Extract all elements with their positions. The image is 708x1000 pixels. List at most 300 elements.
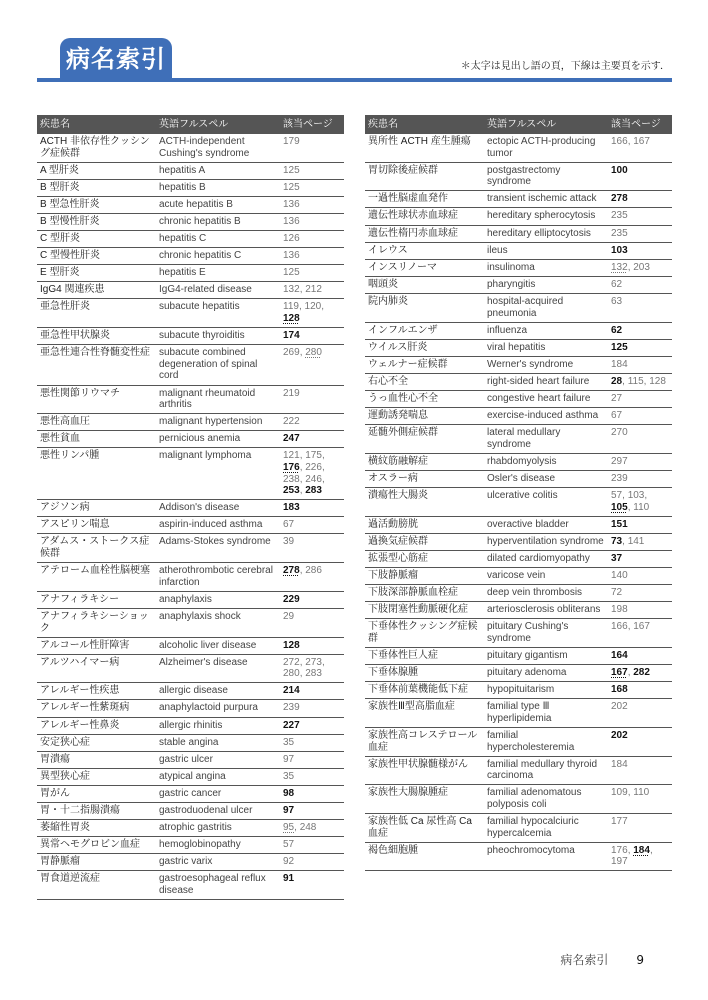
page-references: [280, 328, 344, 345]
english-name: rhabdomyolysis: [484, 453, 608, 470]
english-name: Alzheimer's disease: [156, 654, 280, 683]
english-name: Osler's disease: [484, 470, 608, 487]
table-row: [365, 373, 672, 390]
page-separator: ,: [627, 667, 634, 679]
page-number-ref: 202: [611, 729, 628, 741]
page-references: [280, 751, 344, 768]
page-number-ref: 125: [283, 164, 300, 176]
page-references: [280, 637, 344, 654]
table-row: [365, 322, 672, 339]
english-name: gastric cancer: [156, 785, 280, 802]
page-separator: ,: [299, 450, 306, 462]
page-references: [608, 814, 672, 843]
page-number-ref: 269: [283, 347, 300, 359]
page-number-ref: 239: [283, 702, 300, 714]
disease-name: 悪性リンパ腫: [37, 448, 156, 500]
english-name: familial adenomatous polyposis coli: [484, 785, 608, 814]
disease-name: ウイルス肝炎: [365, 339, 484, 356]
page-separator: ,: [299, 347, 306, 359]
disease-name: 胃切除後症候群: [365, 162, 484, 191]
table-row: [365, 533, 672, 550]
page-number-ref: 174: [283, 330, 300, 342]
disease-name: ウェルナー症候群: [365, 356, 484, 373]
disease-name: 家族性高コレステロール血症: [365, 727, 484, 756]
page-separator: ,: [627, 621, 634, 633]
page-references: [280, 785, 344, 802]
table-body: [37, 134, 344, 900]
page-references: [608, 470, 672, 487]
page-references: [608, 785, 672, 814]
page-number-ref: 125: [283, 181, 300, 193]
page-references: [608, 699, 672, 728]
page-number-ref: 179: [283, 136, 300, 147]
page-references: [280, 134, 344, 162]
disease-name: ACTH 非依存性クッシング症候群: [37, 134, 156, 162]
english-name: allergic disease: [156, 683, 280, 700]
table-row: [37, 837, 344, 854]
page-references: [608, 550, 672, 567]
table-row: [365, 756, 672, 785]
english-name: hospital-acquired pneumonia: [484, 293, 608, 322]
page-separator: ,: [622, 490, 628, 502]
page-references: [280, 591, 344, 608]
page-number-ref: 62: [611, 324, 623, 336]
table-row: [37, 591, 344, 608]
english-name: dilated cardiomyopathy: [484, 550, 608, 567]
english-name: pituitary Cushing's syndrome: [484, 619, 608, 648]
table-row: [365, 339, 672, 356]
footer-section: 病名索引: [560, 953, 609, 967]
table-row: [37, 299, 344, 328]
disease-name: 胃がん: [37, 785, 156, 802]
english-name: hemoglobinopathy: [156, 837, 280, 854]
page-separator: ,: [294, 822, 300, 834]
disease-name: 家族性大腸腺腫症: [365, 785, 484, 814]
page-number-ref: 283: [305, 485, 322, 497]
page-references: [280, 768, 344, 785]
english-name: pituitary gigantism: [484, 648, 608, 665]
english-name: hyperventilation syndrome: [484, 533, 608, 550]
page-references: [280, 871, 344, 900]
page-references: [280, 534, 344, 563]
page-references: [608, 293, 672, 322]
english-name: gastric varix: [156, 854, 280, 871]
disease-name: アダムス・ストークス症候群: [37, 534, 156, 563]
page-references: [280, 734, 344, 751]
disease-name: C 型肝炎: [37, 231, 156, 248]
disease-name: E 型肝炎: [37, 265, 156, 282]
english-name: Adams-Stokes syndrome: [156, 534, 280, 563]
page-references: [280, 345, 344, 385]
page-number-ref: 132: [283, 284, 300, 296]
disease-name: 家族性甲状腺髄様がん: [365, 756, 484, 785]
disease-name: 過換気症候群: [365, 533, 484, 550]
page-number-ref: 125: [283, 267, 300, 279]
english-name: insulinoma: [484, 259, 608, 276]
disease-name: 潰瘍性大腸炎: [365, 488, 484, 517]
page-number-ref: 164: [611, 650, 628, 661]
table-row: [37, 563, 344, 592]
english-name: hereditary elliptocytosis: [484, 225, 608, 242]
disease-name: C 型慢性肝炎: [37, 248, 156, 265]
index-table-right: [365, 115, 672, 871]
table-body: [365, 134, 672, 871]
disease-name: 悪性高血圧: [37, 414, 156, 431]
page-number-ref: 177: [611, 816, 628, 828]
page-references: [608, 408, 672, 425]
page-number-ref: 286: [305, 565, 322, 577]
page-references: [280, 837, 344, 854]
table-row: [37, 534, 344, 563]
page-number-ref: 226: [305, 461, 322, 473]
page-number-ref: 176: [611, 844, 628, 856]
column-header-disease: 疾患名: [365, 115, 484, 134]
table-row: [37, 683, 344, 700]
page-number-ref: 273: [305, 656, 322, 668]
page-number-ref: 246: [305, 473, 322, 485]
page-number-ref: 168: [611, 684, 628, 696]
page-references: [608, 276, 672, 293]
page-references: [608, 756, 672, 785]
table-row: [365, 648, 672, 665]
page-number-ref: 229: [283, 593, 300, 605]
table-row: [365, 242, 672, 259]
english-name: anaphylactoid purpura: [156, 700, 280, 717]
english-name: atherothrombotic cerebral infarction: [156, 563, 280, 592]
english-name: acute hepatitis B: [156, 196, 280, 213]
title-rule: [37, 78, 672, 82]
page-number-ref: 35: [283, 736, 295, 748]
page-number-ref: 238: [283, 473, 300, 485]
page-references: [608, 665, 672, 682]
english-name: gastric ulcer: [156, 751, 280, 768]
english-name: deep vein thrombosis: [484, 585, 608, 602]
table-row: [37, 134, 344, 162]
page-references: [608, 585, 672, 602]
english-name: varicose vein: [484, 568, 608, 585]
table-row: [37, 196, 344, 213]
page-references: [608, 208, 672, 225]
disease-name: 下肢閉塞性動脈硬化症: [365, 602, 484, 619]
english-name: viral hepatitis: [484, 339, 608, 356]
table-row: [365, 134, 672, 162]
table-row: [365, 727, 672, 756]
english-name: chronic hepatitis B: [156, 213, 280, 230]
english-name: arteriosclerosis obliterans: [484, 602, 608, 619]
table-row: [365, 602, 672, 619]
english-name: subacute hepatitis: [156, 299, 280, 328]
disease-name: 下肢深部静脈血栓症: [365, 585, 484, 602]
table-row: [37, 803, 344, 820]
english-name: ACTH-independent Cushing's syndrome: [156, 134, 280, 162]
page-references: [280, 248, 344, 265]
page-number-ref: 29: [283, 610, 295, 622]
disease-name: B 型肝炎: [37, 179, 156, 196]
disease-name: 家族性低 Ca 尿性高 Ca 血症: [365, 814, 484, 843]
page-number-ref: 239: [611, 472, 628, 484]
page-separator: ,: [321, 461, 325, 473]
page-references: [608, 453, 672, 470]
page-number-ref: 63: [611, 295, 623, 307]
english-name: anaphylaxis: [156, 591, 280, 608]
page-number-ref: 95: [283, 822, 295, 834]
page-references: [608, 242, 672, 259]
disease-name: B 型急性肝炎: [37, 196, 156, 213]
table-row: [37, 608, 344, 637]
column-header-english: 英語フルスペル: [484, 115, 608, 134]
column-header-english: 英語フルスペル: [156, 115, 280, 134]
page-number-ref: 39: [283, 536, 295, 548]
table-row: [37, 414, 344, 431]
page-number-ref: 35: [283, 770, 295, 782]
page-references: [608, 339, 672, 356]
page-number-ref: 140: [611, 570, 628, 582]
english-name: stable angina: [156, 734, 280, 751]
page-title: 病名索引: [60, 38, 172, 80]
page-references: [280, 654, 344, 683]
page-number-ref: 272: [283, 656, 300, 668]
page-number-ref: 184: [611, 758, 628, 770]
page-number-ref: 297: [611, 455, 628, 467]
page-references: [280, 179, 344, 196]
page-number-ref: 151: [611, 518, 628, 530]
table-row: [37, 179, 344, 196]
disease-name: B 型慢性肝炎: [37, 213, 156, 230]
disease-name: IgG4 関連疾患: [37, 282, 156, 299]
table-row: [365, 293, 672, 322]
table-row: [37, 734, 344, 751]
table-row: [37, 385, 344, 414]
page-references: [608, 682, 672, 699]
page-separator: ,: [622, 535, 628, 547]
page-separator: ,: [627, 136, 634, 147]
disease-name: インスリノーマ: [365, 259, 484, 276]
english-name: ectopic ACTH-producing tumor: [484, 134, 608, 162]
page-number-ref: 235: [611, 227, 628, 239]
disease-name: 亜急性連合性脊髄変性症: [37, 345, 156, 385]
disease-name: うっ血性心不全: [365, 391, 484, 408]
table-row: [365, 470, 672, 487]
table-row: [37, 213, 344, 230]
page-number-ref: 110: [633, 787, 650, 799]
table-row: [365, 550, 672, 567]
page-number: 9: [636, 953, 644, 967]
table-row: [37, 162, 344, 179]
page-number-ref: 278: [611, 193, 628, 205]
english-name: malignant rheumatoid arthritis: [156, 385, 280, 414]
disease-name: 亜急性甲状腺炎: [37, 328, 156, 345]
disease-name: 亜急性肝炎: [37, 299, 156, 328]
page-references: [608, 373, 672, 390]
page-number-ref: 219: [283, 387, 300, 399]
english-name: hepatitis B: [156, 179, 280, 196]
disease-name: 悪性関節リウマチ: [37, 385, 156, 414]
page-number-ref: 125: [611, 341, 628, 353]
page-number-ref: 197: [611, 856, 628, 868]
english-name: aspirin-induced asthma: [156, 517, 280, 534]
page-number-ref: 136: [283, 250, 300, 262]
english-name: pharyngitis: [484, 276, 608, 293]
page-separator: ,: [321, 301, 324, 313]
table-row: [365, 162, 672, 191]
disease-name: 悪性貧血: [37, 431, 156, 448]
page-number-ref: 166: [611, 621, 628, 633]
disease-name: 遺伝性楕円赤血球症: [365, 225, 484, 242]
page-number-ref: 214: [283, 685, 300, 697]
page-number-ref: 136: [283, 215, 300, 227]
page-number-ref: 141: [627, 535, 645, 547]
disease-name: アレルギー性紫斑病: [37, 700, 156, 717]
page-references: [280, 385, 344, 414]
page-separator: ,: [299, 461, 306, 473]
page-number-ref: 28: [611, 375, 623, 387]
page-number-ref: 198: [611, 604, 628, 616]
page-number-ref: 166: [611, 136, 628, 147]
page-references: [280, 517, 344, 534]
page-number-ref: 280: [305, 347, 322, 359]
page-number-ref: 132: [611, 261, 628, 273]
page-references: [280, 196, 344, 213]
disease-name: アルコール性肝障害: [37, 637, 156, 654]
page-number-ref: 176: [283, 461, 300, 473]
page-number-ref: 202: [611, 701, 628, 713]
page-number-ref: 97: [283, 753, 295, 765]
page-references: [608, 322, 672, 339]
table-row: [365, 785, 672, 814]
page-references: [608, 648, 672, 665]
table-row: [37, 248, 344, 265]
page-number-ref: 212: [305, 284, 322, 296]
table-row: [365, 665, 672, 682]
page-references: [608, 619, 672, 648]
page-number-ref: 184: [611, 358, 628, 370]
english-name: IgG4-related disease: [156, 282, 280, 299]
page-number-ref: 235: [611, 210, 628, 222]
english-name: ulcerative colitis: [484, 488, 608, 517]
page-separator: ,: [321, 450, 325, 462]
english-name: pheochromocytoma: [484, 842, 608, 871]
page-number-ref: 222: [283, 416, 300, 428]
page-number-ref: 278: [283, 565, 300, 577]
english-name: right-sided heart failure: [484, 373, 608, 390]
disease-name: オスラー病: [365, 470, 484, 487]
page-number-ref: 282: [633, 667, 650, 679]
disease-name: 下垂体前葉機能低下症: [365, 682, 484, 699]
disease-name: 下垂体性巨人症: [365, 648, 484, 665]
english-name: congestive heart failure: [484, 391, 608, 408]
disease-name: 拡張型心筋症: [365, 550, 484, 567]
table-row: [365, 356, 672, 373]
table-row: [37, 820, 344, 837]
page-references: [608, 391, 672, 408]
page-number-ref: 283: [305, 668, 322, 680]
english-name: malignant lymphoma: [156, 448, 280, 500]
table-row: [365, 408, 672, 425]
page-references: [280, 563, 344, 592]
english-name: hepatitis E: [156, 265, 280, 282]
page-references: [608, 191, 672, 208]
page-number-ref: 126: [283, 233, 300, 245]
page-separator: ,: [627, 501, 634, 513]
page-number-ref: 121: [283, 450, 300, 462]
table-row: [365, 276, 672, 293]
table-row: [37, 700, 344, 717]
page-number-ref: 62: [611, 278, 623, 290]
page-references: [280, 414, 344, 431]
page-number-ref: 128: [283, 639, 300, 651]
english-name: gastroduodenal ulcer: [156, 803, 280, 820]
table-row: [365, 619, 672, 648]
disease-name: アナフィラキシー: [37, 591, 156, 608]
disease-name: 安定狭心症: [37, 734, 156, 751]
table-row: [365, 699, 672, 728]
page-references: [280, 265, 344, 282]
page-references: [280, 431, 344, 448]
english-name: influenza: [484, 322, 608, 339]
page-separator: ,: [299, 284, 306, 296]
page-number-ref: 57: [283, 839, 295, 851]
page-separator: ,: [299, 485, 306, 497]
page-references: [280, 231, 344, 248]
english-name: transient ischemic attack: [484, 191, 608, 208]
page-separator: ,: [644, 490, 648, 502]
table-row: [37, 265, 344, 282]
page-footer: [560, 953, 644, 967]
english-name: chronic hepatitis C: [156, 248, 280, 265]
table-row: [37, 431, 344, 448]
page-references: [280, 700, 344, 717]
english-name: familial medullary thyroid carcinoma: [484, 756, 608, 785]
page-references: [608, 356, 672, 373]
column-header-pages: 該当ページ: [608, 115, 672, 134]
page-references: [280, 717, 344, 734]
table-row: [37, 637, 344, 654]
table-row: [37, 517, 344, 534]
english-name: hepatitis C: [156, 231, 280, 248]
disease-name: 家族性Ⅲ型高脂血症: [365, 699, 484, 728]
table-row: [365, 585, 672, 602]
page-number-ref: 128: [649, 375, 666, 387]
english-name: allergic rhinitis: [156, 717, 280, 734]
page-separator: ,: [321, 656, 325, 668]
page-separator: ,: [298, 301, 305, 313]
table-row: [365, 568, 672, 585]
english-name: subacute combined degeneration of spinal cord: [156, 345, 280, 385]
table-row: [365, 682, 672, 699]
disease-name: 右心不全: [365, 373, 484, 390]
table-row: [37, 448, 344, 500]
page-references: [608, 727, 672, 756]
english-name: familial hypercholesteremia: [484, 727, 608, 756]
page-references: [280, 299, 344, 328]
page-number-ref: 175: [305, 450, 322, 462]
disease-name: 運動誘発喘息: [365, 408, 484, 425]
page-separator: ,: [627, 844, 634, 856]
page-number-ref: 183: [283, 502, 300, 514]
page-separator: ,: [321, 473, 325, 485]
table-row: [365, 814, 672, 843]
table-header-row: [365, 115, 672, 134]
index-table-left: [37, 115, 344, 900]
page-separator: ,: [627, 261, 634, 273]
disease-name: アナフィラキシーショック: [37, 608, 156, 637]
disease-name: 横紋筋融解症: [365, 453, 484, 470]
page-number-ref: 91: [283, 873, 295, 885]
english-name: malignant hypertension: [156, 414, 280, 431]
page-references: [608, 602, 672, 619]
page-number-ref: 270: [611, 427, 628, 439]
disease-name: 下肢静脈瘤: [365, 568, 484, 585]
